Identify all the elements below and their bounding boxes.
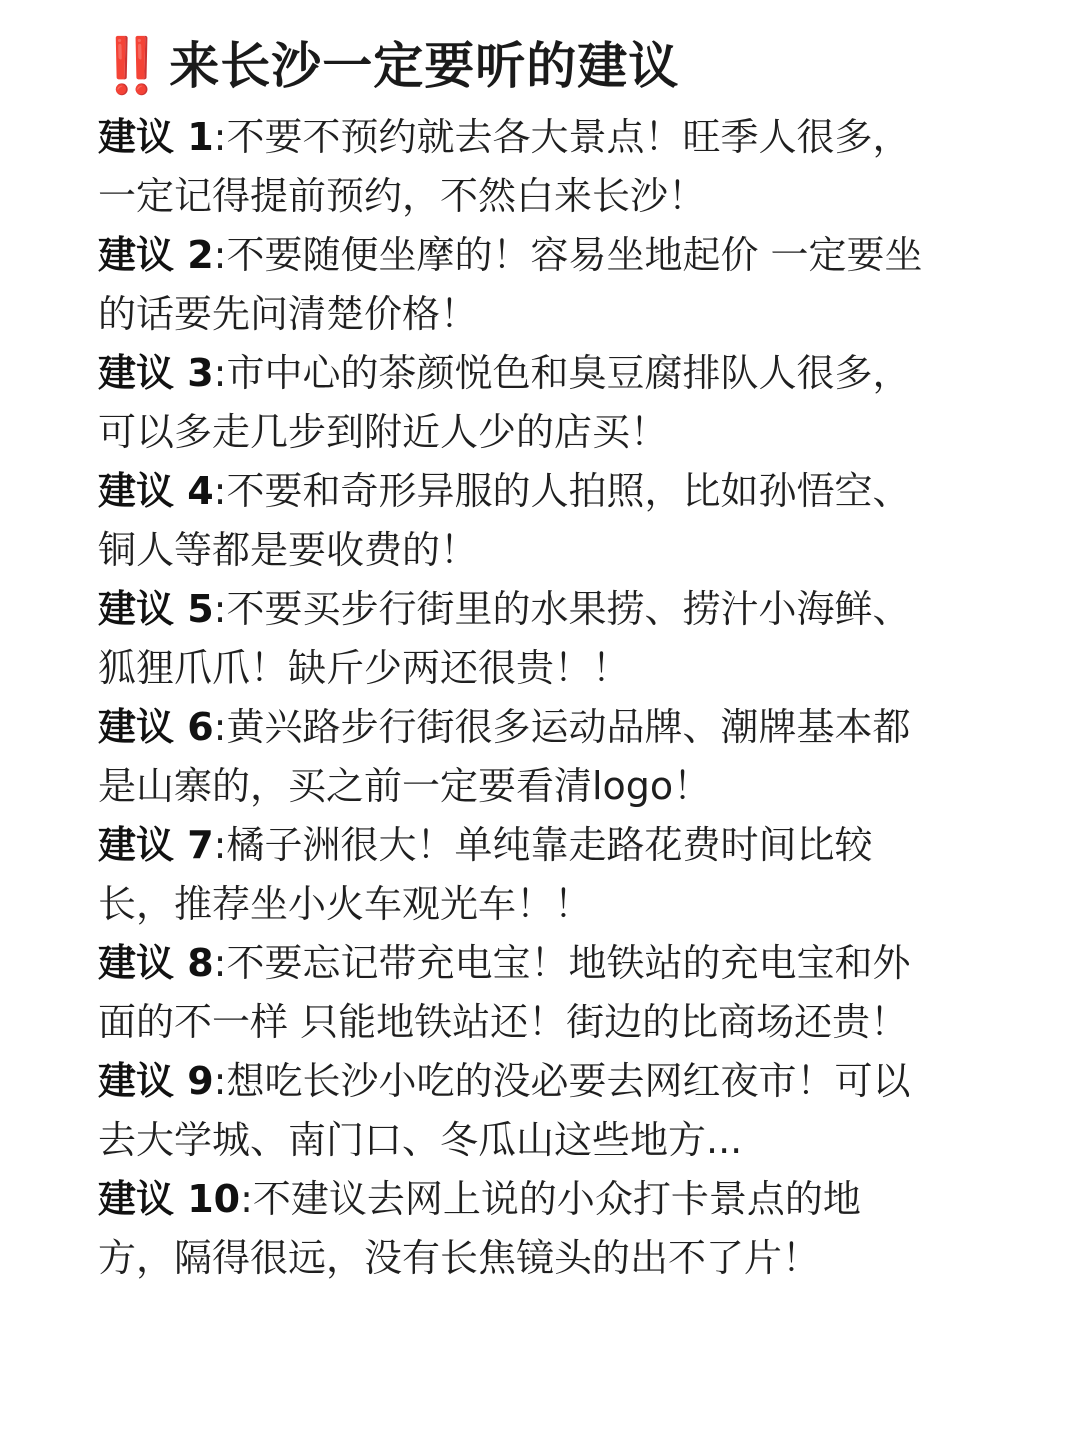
tip-item: [98, 462, 928, 580]
tip-item: [98, 698, 928, 816]
tip-item: [98, 934, 928, 1052]
tip-label: 建议 7: [98, 823, 214, 867]
tip-label: 建议 10: [98, 1177, 241, 1221]
tip-text: :市中心的茶颜悦色和臭豆腐排队人很多，可以多走几步到附近人少的店买！: [98, 351, 911, 454]
tip-item: [98, 226, 928, 344]
tip-text: :黄兴路步行街很多运动品牌、潮牌基本都是山寨的，买之前一定要看清logo！: [98, 705, 911, 808]
tip-text: :不建议去网上说的小众打卡景点的地方，隔得很远，没有长焦镜头的出不了片！: [98, 1177, 861, 1280]
tip-label: 建议 6: [98, 705, 214, 749]
tip-text: :橘子洲很大！单纯靠走路花费时间比较长，推荐坐小火车观光车！！: [98, 823, 873, 926]
page-title-text: 来长沙一定要听的建议: [169, 37, 680, 95]
tip-text: :不要随便坐摩的！容易坐地起价 一定要坐的话要先问清楚价格！: [98, 233, 923, 336]
double-exclamation-icon: ‼️: [98, 34, 152, 97]
tip-item: [98, 344, 928, 462]
tip-label: 建议 1: [98, 115, 214, 159]
tip-item: [98, 1170, 928, 1288]
tip-text: :想吃长沙小吃的没必要去网红夜市！可以去大学城、南门口、冬瓜山这些地方...: [98, 1059, 911, 1162]
tip-item: [98, 580, 928, 698]
tip-label: 建议 2: [98, 233, 214, 277]
tip-label: 建议 8: [98, 941, 214, 985]
tips-list: [98, 108, 928, 1288]
tip-label: 建议 4: [98, 469, 214, 513]
tip-label: 建议 5: [98, 587, 214, 631]
page-title: [98, 28, 679, 104]
tip-item: [98, 816, 928, 934]
tip-item: [98, 108, 928, 226]
tip-text: :不要不预约就去各大景点！旺季人很多，一定记得提前预约，不然白来长沙！: [98, 115, 911, 218]
tip-text: :不要和奇形异服的人拍照，比如孙悟空、铜人等都是要收费的！: [98, 469, 911, 572]
tip-label: 建议 3: [98, 351, 214, 395]
tip-item: [98, 1052, 928, 1170]
tip-text: :不要买步行街里的水果捞、捞汁小海鲜、狐狸爪爪！缺斤少两还很贵！！: [98, 587, 911, 690]
tip-label: 建议 9: [98, 1059, 214, 1103]
tip-text: :不要忘记带充电宝！地铁站的充电宝和外面的不一样 只能地铁站还！街边的比商场还贵！: [98, 941, 911, 1044]
